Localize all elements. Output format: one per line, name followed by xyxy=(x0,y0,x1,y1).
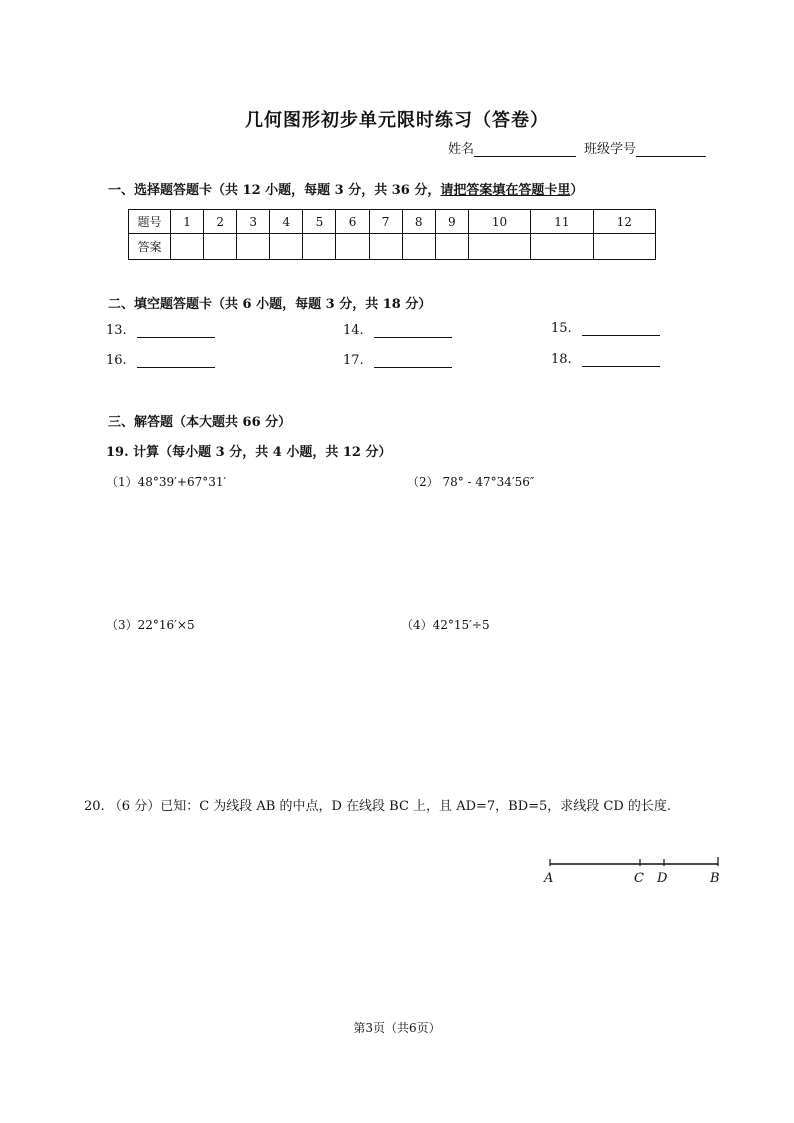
point-label-d: D xyxy=(657,871,668,886)
answer-cell[interactable] xyxy=(270,234,303,260)
question-number: 5 xyxy=(303,210,336,234)
fill-blank[interactable] xyxy=(582,322,660,336)
fill-item: 15. xyxy=(551,321,660,336)
question-number: 12 xyxy=(593,210,655,234)
question-number: 4 xyxy=(270,210,303,234)
fill-blank[interactable] xyxy=(374,324,452,338)
answer-cell[interactable] xyxy=(303,234,336,260)
row-label-answer: 答案 xyxy=(129,234,171,260)
answer-cell[interactable] xyxy=(531,234,593,260)
answer-cell[interactable] xyxy=(369,234,402,260)
question-number: 10 xyxy=(468,210,530,234)
fill-blank[interactable] xyxy=(137,324,215,338)
answer-row xyxy=(129,234,656,260)
question-number: 7 xyxy=(369,210,402,234)
question-number: 8 xyxy=(402,210,435,234)
fill-blank[interactable] xyxy=(582,353,660,367)
class-label: 班级学号 xyxy=(584,142,637,157)
question-number: 1 xyxy=(171,210,204,234)
answer-cell[interactable] xyxy=(204,234,237,260)
fill-item: 14. xyxy=(343,323,452,338)
class-field[interactable] xyxy=(636,143,706,157)
q19-part-4: （4）42°15′÷5 xyxy=(401,618,490,632)
point-label-c: C xyxy=(634,871,644,886)
answer-cell[interactable] xyxy=(336,234,369,260)
q19-part-2: （2） 78° - 47°34′56″ xyxy=(407,475,535,489)
answer-cell[interactable] xyxy=(171,234,204,260)
q19-part-1: （1）48°39′+67°31′ xyxy=(106,475,227,489)
page-title: 几何图形初步单元限时练习（答卷） xyxy=(245,110,549,131)
question-number: 9 xyxy=(435,210,468,234)
answer-cell[interactable] xyxy=(402,234,435,260)
q19-label: 19. 计算（每小题 3 分，共 4 小题，共 12 分） xyxy=(106,445,392,460)
question-number: 3 xyxy=(237,210,270,234)
q20-text: 20. （6 分）已知：C 为线段 AB 的中点，D 在线段 BC 上，且 AD=7，BD=5，求线段 CD 的长度. xyxy=(84,799,672,814)
fill-item: 13. xyxy=(106,323,215,338)
fill-item: 17. xyxy=(343,353,452,368)
answer-cell[interactable] xyxy=(468,234,530,260)
question-number: 11 xyxy=(531,210,593,234)
section1-heading: 一、选择题答题卡（共 12 小题，每题 3 分，共 36 分，请把答案填在答题卡里） xyxy=(108,183,584,198)
number-row xyxy=(129,210,656,234)
fill-item: 16. xyxy=(106,353,215,368)
section1-instruction: 请把答案填在答题卡里 xyxy=(440,183,571,198)
page-footer: 第3页（共6页） xyxy=(353,1021,441,1035)
student-class xyxy=(584,138,706,157)
name-field[interactable] xyxy=(474,143,576,157)
point-label-a: A xyxy=(544,871,554,886)
point-label-b: B xyxy=(710,871,720,886)
fill-item: 18. xyxy=(551,352,660,367)
student-name xyxy=(448,138,576,157)
question-number: 6 xyxy=(336,210,369,234)
section2-heading: 二、填空题答题卡（共 6 小题，每题 3 分，共 18 分） xyxy=(108,297,432,312)
answer-cell[interactable] xyxy=(237,234,270,260)
row-label-number: 题号 xyxy=(129,210,171,234)
section3-heading: 三、解答题（本大题共 66 分） xyxy=(108,415,292,430)
fill-blank[interactable] xyxy=(137,354,215,368)
q19-part-3: （3）22°16′×5 xyxy=(106,618,195,632)
answer-card-table xyxy=(128,209,656,260)
question-number: 2 xyxy=(204,210,237,234)
fill-blank[interactable] xyxy=(374,354,452,368)
answer-cell[interactable] xyxy=(435,234,468,260)
name-label: 姓名 xyxy=(448,142,475,157)
line-segment-figure xyxy=(536,852,732,888)
answer-cell[interactable] xyxy=(593,234,655,260)
